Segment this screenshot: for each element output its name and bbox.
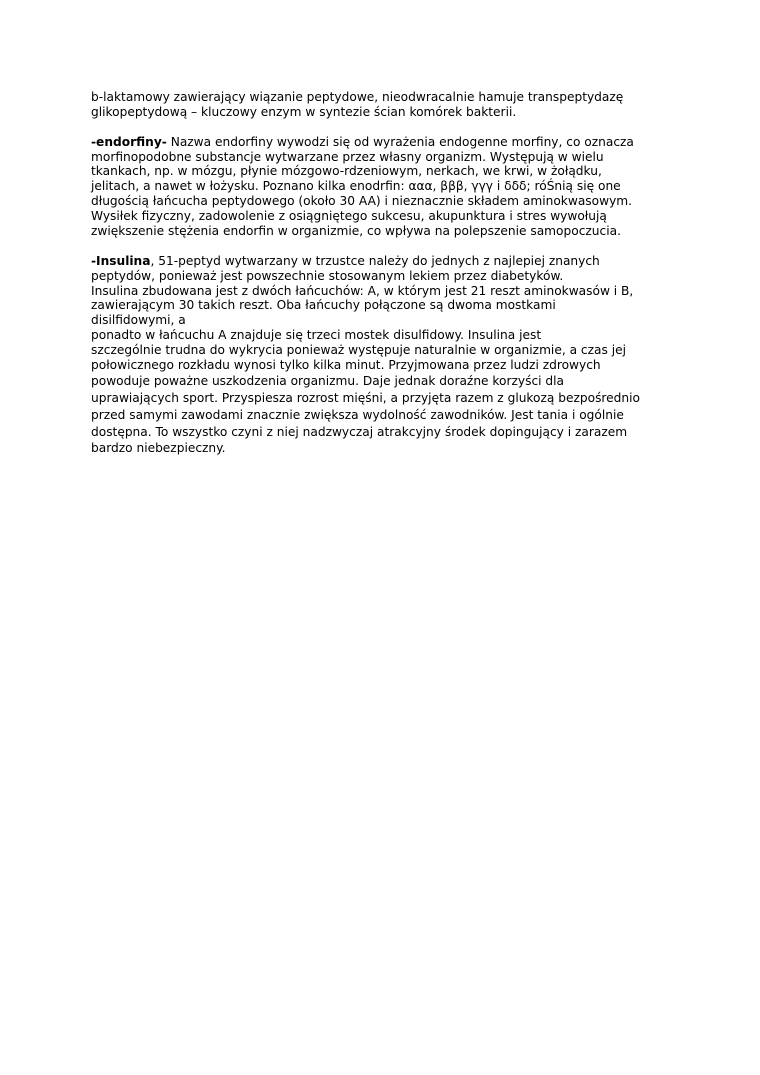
text-run: Nazwa endorfiny wywodzi się od wyrażenia endogenne morfiny, co oznacza xyxy=(166,134,634,149)
paragraph-gap xyxy=(91,120,691,135)
text-line: przed samymi zawodami znacznie zwiększa wydolność zawodników. Jest tania i ogólnie xyxy=(91,407,624,422)
text-line: zwiększenie stężenia endorfin w organizmie, co wpływa na polepszenie samopoczucia. xyxy=(91,224,621,239)
text-line: glikopeptydową – kluczowy enzym w syntezie ścian komórek bakterii. xyxy=(91,104,517,119)
text-line: tkankach, np. w mózgu, płynie mózgowo-rdzeniowym, nerkach, we krwi, w żołądku, xyxy=(91,164,602,179)
text-line: Insulina zbudowana jest z dwóch łańcuchów: A, w którym jest 21 reszt aminokwasów i B, xyxy=(91,283,634,298)
insulina-paragraph xyxy=(91,254,691,458)
text-line: długością łańcucha peptydowego (około 30 AA) i nieznacznie składem aminokwasowym. xyxy=(91,194,633,209)
text-line: peptydów, ponieważ jest powszechnie stosowanym lekiem przez diabetyków. xyxy=(91,268,564,283)
text-line xyxy=(91,135,691,150)
document-text xyxy=(91,90,691,457)
text-line: dostępna. To wszystko czyni z niej nadzwyczaj atrakcyjny środek dopingujący i zarazem xyxy=(91,424,628,439)
text-run: , 51-peptyd wytwarzany w trzustce należy do jednych z najlepiej znanych xyxy=(150,253,600,268)
text-line: b-laktamowy zawierający wiązanie peptydowe, nieodwracalnie hamuje transpeptydazę xyxy=(91,90,624,104)
text-line: bardzo niebezpieczny. xyxy=(91,441,226,456)
text-line: jelitach, a nawet w łożysku. Poznano kilka enodrfin: ααα, βββ, γγγ i δδδ; róŚnią się one xyxy=(91,179,621,194)
endorfiny-paragraph xyxy=(91,135,691,239)
term-endorfiny: -endorfiny- xyxy=(91,134,167,149)
text-line: powoduje poważne uszkodzenia organizmu. Daje jednak doraźne korzyści dla xyxy=(91,373,565,388)
text-line: szczególnie trudna do wykrycia ponieważ występuje naturalnie w organizmie, a czas jej xyxy=(91,343,626,358)
intro-paragraph xyxy=(91,90,691,120)
text-line xyxy=(91,254,691,269)
text-line: uprawiających sport. Przyspiesza rozrost mięśni, a przyjęta razem z glukozą bezpośrednio xyxy=(91,390,640,405)
text-line: ponadto w łańcuchu A znajduje się trzeci mostek disulfidowy. Insulina jest xyxy=(91,328,542,343)
text-line: zawierającym 30 takich reszt. Oba łańcuchy połączone są dwoma mostkami xyxy=(91,298,556,313)
term-insulina: -Insulina xyxy=(91,253,151,268)
text-line: Wysiłek fizyczny, zadowolenie z osiągniętego sukcesu, akupunktura i stres wywołują xyxy=(91,209,607,224)
text-line: disilfidowymi, a xyxy=(91,313,186,328)
paragraph-gap xyxy=(91,239,691,254)
text-line: morfinopodobne substancje wytwarzane przez własny organizm. Występują w wielu xyxy=(91,149,604,164)
text-line: połowicznego rozkładu wynosi tylko kilka minut. Przyjmowana przez ludzi zdrowych xyxy=(91,358,601,373)
